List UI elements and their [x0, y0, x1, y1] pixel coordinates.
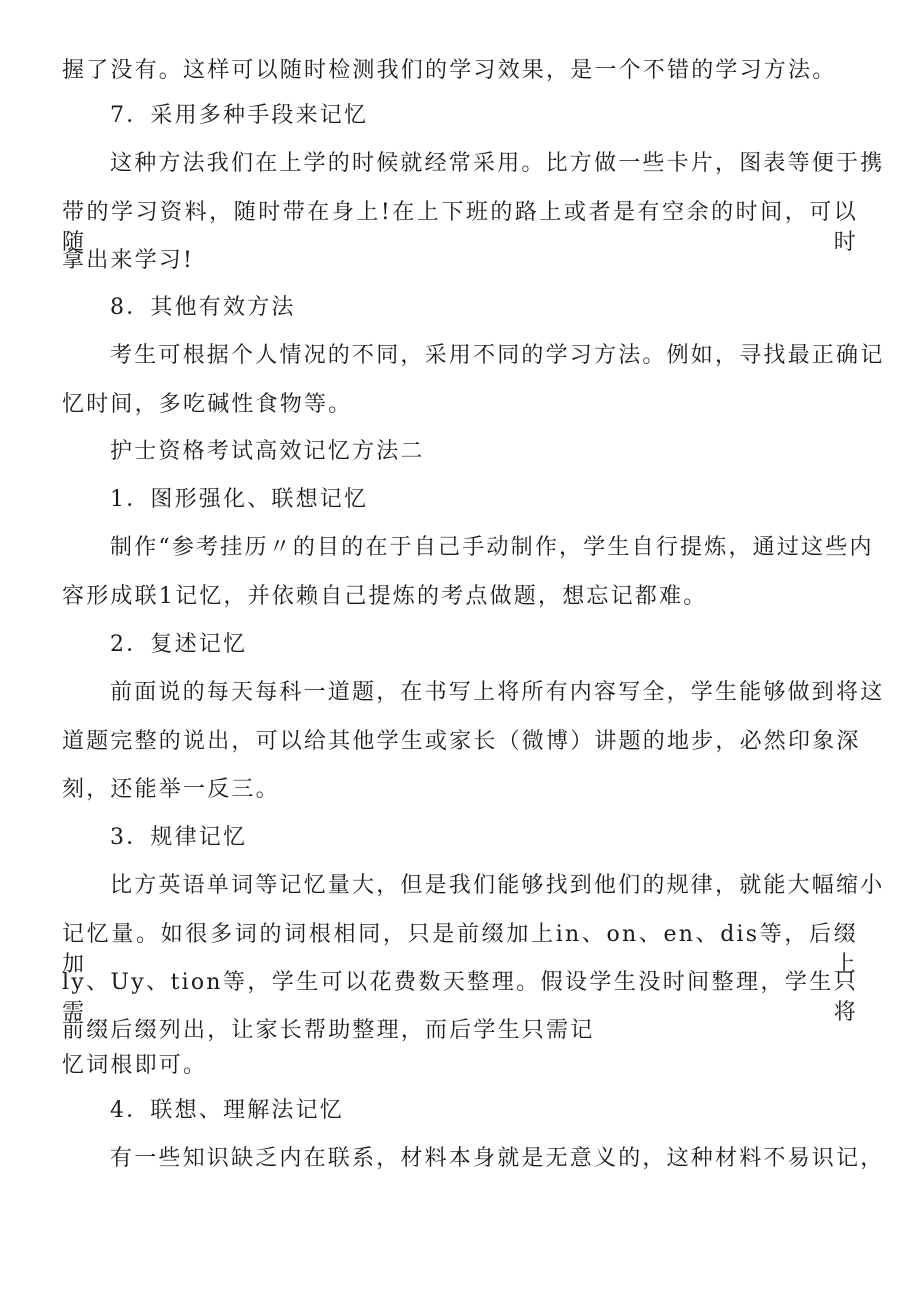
section-heading-3: 3．规律记忆 [110, 825, 248, 850]
paragraph-line: 拿出来学习! [62, 248, 195, 273]
section-heading-2: 2．复述记忆 [110, 632, 248, 657]
paragraph-line: 有一些知识缺乏内在联系，材料本身就是无意义的，这种材料不易识记， [110, 1146, 885, 1171]
paragraph-line: 道题完整的说出，可以给其他学生或家长（微博）讲题的地步，必然印象深 [62, 729, 861, 754]
paragraph-line: 前面说的每天每科一道题，在书写上将所有内容写全，学生能够做到将这 [110, 680, 885, 705]
chapter-heading: 护士资格考试高效记忆方法二 [110, 439, 425, 464]
paragraph-line: 带的学习资料，随时带在身上!在上下班的路上或者是有空余的时间，可以随时 [62, 200, 858, 255]
paragraph-line: 握了没有。这样可以随时检测我们的学习效果，是一个不错的学习方法。 [62, 58, 837, 83]
paragraph-line: ly、Uy、tion等，学生可以花费数天整理。假设学生没时间整理，学生只需将 [62, 970, 858, 1025]
section-heading-7: 7．采用多种手段来记忆 [110, 103, 369, 128]
section-heading-1: 1．图形强化、联想记忆 [110, 487, 369, 512]
paragraph-line: 忆时间，多吃碱性食物等。 [62, 392, 353, 417]
paragraph-line: 这种方法我们在上学的时候就经常采用。比方做一些卡片，图表等便于携 [110, 151, 885, 176]
section-heading-4: 4．联想、理解法记忆 [110, 1098, 344, 1123]
paragraph-line: 记忆量。如很多词的词根相同，只是前缀加上in、on、en、dis等，后缀加上 [62, 922, 858, 977]
paragraph-line: 忆词根即可。 [62, 1053, 208, 1078]
paragraph-line: 前缀后缀列出，让家长帮助整理，而后学生只需记 [62, 1018, 595, 1043]
paragraph-line: 容形成联1记忆，并依赖自己提炼的考点做题，想忘记都难。 [62, 584, 708, 609]
paragraph-line: 制作“参考挂历〃的目的在于自己手动制作，学生自行提炼，通过这些内 [110, 535, 874, 560]
paragraph-line: 考生可根据个人情况的不同，采用不同的学习方法。例如，寻找最正确记 [110, 343, 885, 368]
paragraph-line: 刻，还能举一反三。 [62, 777, 280, 802]
paragraph-line: 比方英语单词等记忆量大，但是我们能够找到他们的规律，就能大幅缩小 [110, 873, 885, 898]
section-heading-8: 8．其他有效方法 [110, 295, 296, 320]
